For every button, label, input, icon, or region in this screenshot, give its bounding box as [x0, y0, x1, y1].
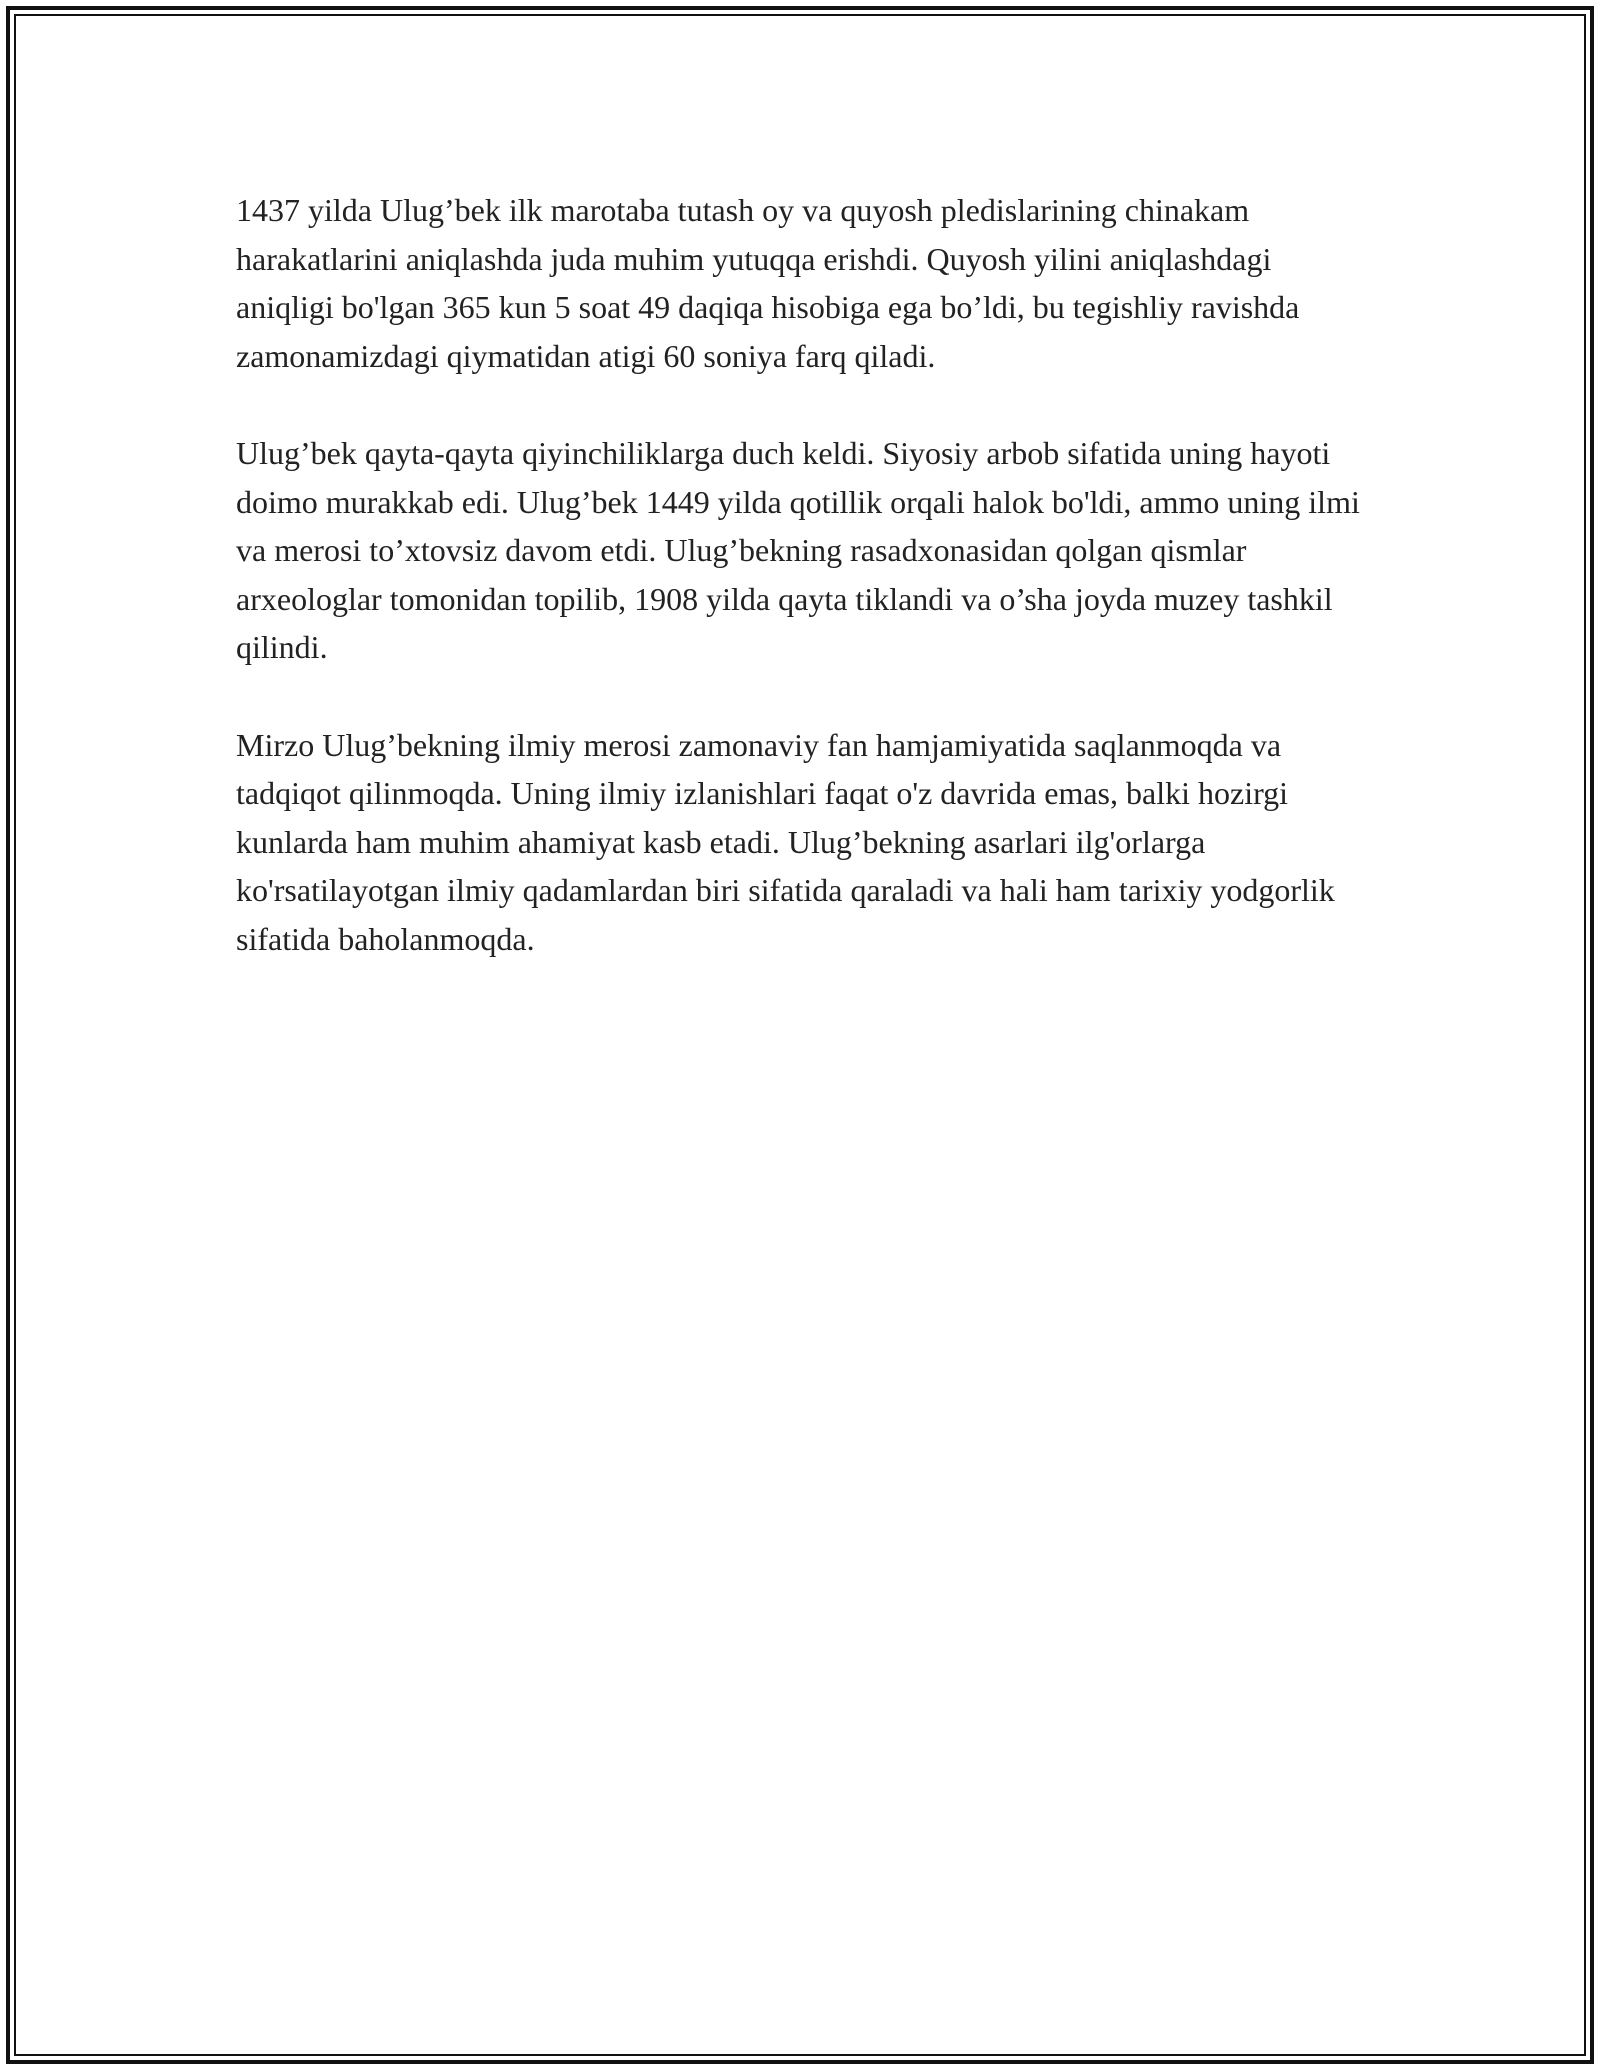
- paragraph-1: 1437 yilda Ulug’bek ilk marotaba tutash oy va quyosh pledislarining chinakam harakatlarini aniqlashda juda muhim yutuqqa erishdi. Quyosh yilini aniqlashdagi aniqligi bo'lgan 365 kun 5 soat 49 daqiqa hisobiga ega bo’ldi, bu tegishliy ravishda zamonamizdagi qiymatidan atigi 60 soniya farq qiladi.: [236, 192, 1300, 374]
- paragraph-2: Ulug’bek qayta-qayta qiyinchiliklarga duch keldi. Siyosiy arbob sifatida uning hayoti doimo murakkab edi. Ulug’bek 1449 yilda qotillik orqali halok bo'ldi, ammo uning ilmi va merosi to’xtovsiz davom etdi. Ulug’bekning rasadxonasidan qolgan qismlar arxeologlar tomonidan topilib, 1908 yilda qayta tiklandi va o’sha joyda muzey tashkil qilindi.: [236, 435, 1360, 665]
- paragraph-3: Mirzo Ulug’bekning ilmiy merosi zamonaviy fan hamjamiyatida saqlanmoqda va tadqiqot qilinmoqda. Uning ilmiy izlanishlari faqat o'z davrida emas, balki hozirgi kunlarda ham muhim ahamiyat kasb etadi. Ulug’bekning asarlari ilg'orlarga ko'rsatilayotgan ilmiy qadamlardan biri sifatida qaraladi va hali ham tarixiy yodgorlik sifatida baholanmoqda.: [236, 726, 1335, 957]
- document-body: [236, 186, 1366, 1012]
